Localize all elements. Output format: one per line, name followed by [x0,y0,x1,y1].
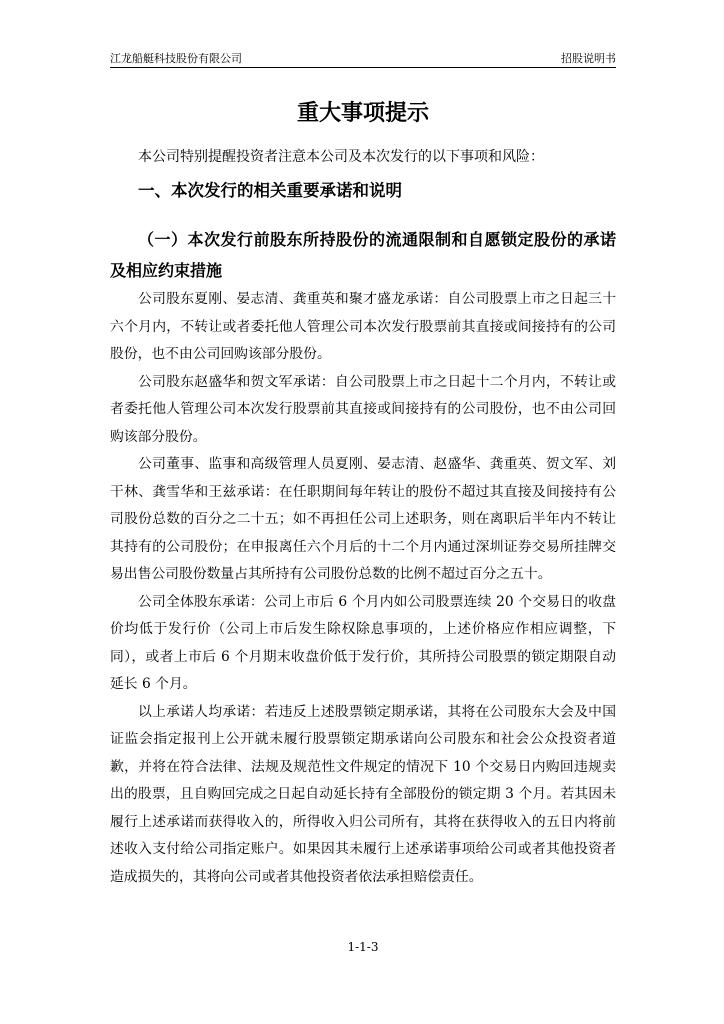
header-divider [110,67,616,68]
page-number: 1-1-3 [347,940,379,954]
paragraph: 以上承诺人均承诺：若违反上述股票锁定期承诺，其将在公司股东大会及中国证监会指定报刊上公开就未履行股票锁定期承诺向公司股东和社会公众投资者道歉，并将在符合法律、法规及规范性文件规定的情况下 10 个交易日内购回违规卖出的股票，且自购回完成之日起自动延长持有全部股份的锁定期 3 个月。若其因未履行上述承诺而获得收入的，所得收入归公司所有，其将在获得收入的五日内将前述收入支付给公司指定账户。如果因其未履行上述承诺事项给公司或者其他投资者造成损失的，其将向公司或者其他投资者依法承担赔偿责任。 [110,703,616,885]
paragraph: 公司全体股东承诺：公司上市后 6 个月内如公司股票连续 20 个交易日的收盘价均低于发行价（公司上市后发生除权除息事项的，上述价格应作相应调整，下同），或者上市后 6 个月期末收盘价低于发行价，其所持公司股票的锁定期限自动延长 6 个月。 [110,593,616,692]
subsection-heading: （一）本次发行前股东所持股份的流通限制和自愿锁定股份的承诺及相应约束措施 [110,230,616,280]
header-company: 江龙船艇科技股份有限公司 [110,52,242,65]
intro-text: 本公司特别提醒投资者注意本公司及本次发行的以下事项和风险： [138,149,544,165]
paragraph: 公司股东夏刚、晏志清、龚重英和聚才盛龙承诺：自公司股票上市之日起三十六个月内，不转让或者委托他人管理公司本次发行股票前其直接或间接持有的公司股份，也不由公司回购该部分股份。 [110,291,616,362]
body-text [110,286,616,891]
section-heading: 一、本次发行的相关重要承诺和说明 [138,181,402,200]
header-doc-type: 招股说明书 [561,52,616,65]
paragraph: 公司股东赵盛华和贺文军承诺：自公司股票上市之日起十二个月内，不转让或者委托他人管理公司本次发行股票前其直接或间接持有的公司股份，也不由公司回购该部分股份。 [110,373,616,445]
page-title: 重大事项提示 [296,101,429,126]
paragraph: 公司董事、监事和高级管理人员夏刚、晏志清、赵盛华、龚重英、贺文军、刘干林、龚雪华和王兹承诺：在任职期间每年转让的股份不超过其直接及间接持有公司股份总数的百分之二十五；如不再担任公司上述职务，则在离职后半年内不转让其持有的公司股份；在申报离任六个月后的十二个月内通过深圳证券交易所挂牌交易出售公司股份数量占其所持有公司股份总数的比例不超过百分之五十。 [110,456,616,582]
